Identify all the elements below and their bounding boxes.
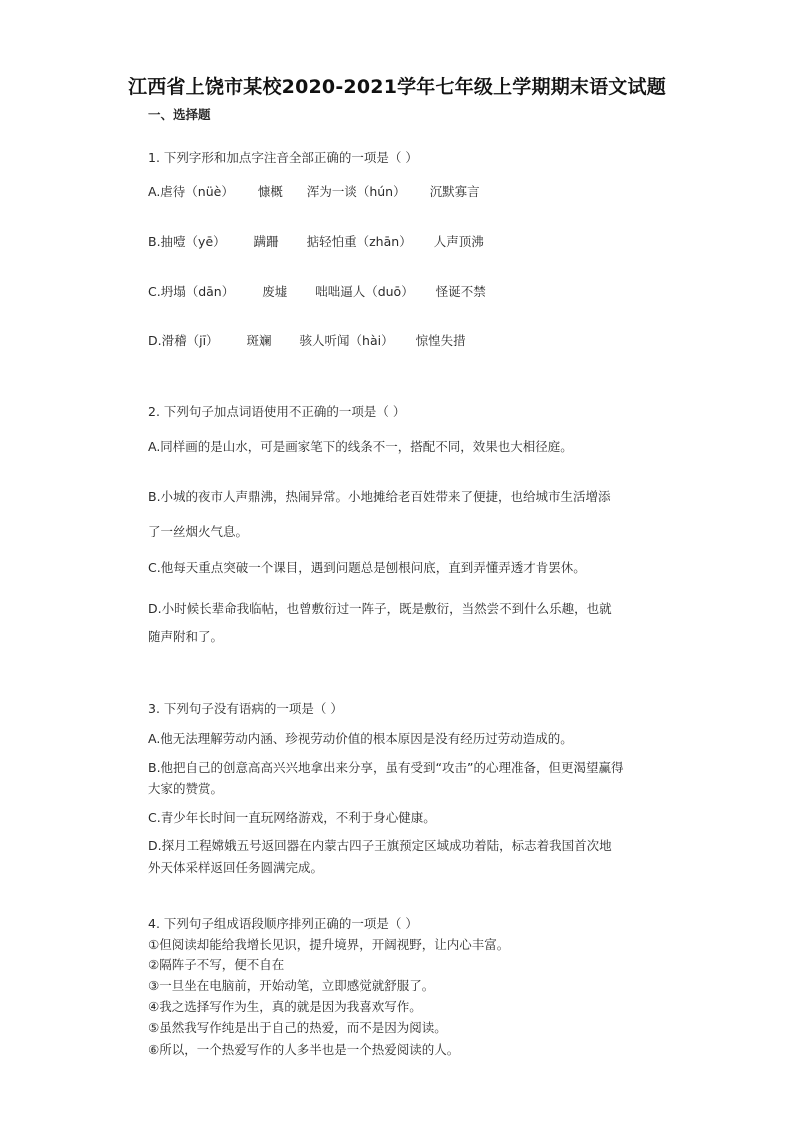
question-2-option-d-line-1: D.小时候长辈命我临帖，也曾敷衍过一阵子，既是敷衍，当然尝不到什么乐趣，也就 <box>148 601 612 616</box>
section-heading: 一、选择题 <box>148 107 211 122</box>
question-2-option-a: A.同样画的是山水，可是画家笔下的线条不一，搭配不同，效果也大相径庭。 <box>148 439 573 454</box>
option-d-part-2: 斑斓 <box>246 333 272 348</box>
question-2-option-d-line-2: 随声附和了。 <box>148 629 224 644</box>
option-a-part-3: 浑为一谈（hún） <box>306 184 406 199</box>
question-1-option-a <box>148 182 480 200</box>
question-3-option-a: A.他无法理解劳动内涵、珍视劳动价值的根本原因是没有经历过劳动造成的。 <box>148 731 573 746</box>
option-c-part-2: 废墟 <box>262 284 288 299</box>
option-a-part-2: 慷概 <box>257 184 283 199</box>
question-1-option-b <box>148 232 484 250</box>
option-c-part-4: 怪诞不禁 <box>435 284 486 299</box>
question-2-stem: 2. 下列句子加点词语使用不正确的一项是（ ） <box>148 404 406 419</box>
question-4-item: ⑥所以，一个热爱写作的人多半也是一个热爱阅读的人。 <box>148 1042 460 1057</box>
option-d-part-1: D.滑稽（jī） <box>148 333 219 348</box>
option-c-part-1: C.坍塌（dān） <box>148 284 235 299</box>
question-4-item: ⑤虽然我写作纯是出于自己的热爱，而不是因为阅读。 <box>148 1020 447 1035</box>
question-4-item: ①但阅读却能给我增长见识，提升境界，开阔视野，让内心丰富。 <box>148 937 510 952</box>
option-b-part-4: 人声顶沸 <box>433 234 484 249</box>
question-3-option-b-line-2: 大家的赞赏。 <box>148 781 224 796</box>
question-2-option-b-line-2: 了一丝烟火气息。 <box>148 524 249 539</box>
question-1-stem: 1. 下列字形和加点字注音全部正确的一项是（ ） <box>148 150 418 165</box>
option-b-part-2: 蹒跚 <box>253 234 279 249</box>
exam-title: 江西省上饶市某校2020-2021学年七年级上学期期末语文试题 <box>128 76 666 98</box>
question-3-option-c: C.青少年长时间一直玩网络游戏，不利于身心健康。 <box>148 810 436 825</box>
question-2-option-b-line-1: B.小城的夜市人声鼎沸，热闹异常。小地摊给老百姓带来了便捷，也给城市生活增添 <box>148 489 611 504</box>
question-4-stem: 4. 下列句子组成语段顺序排列正确的一项是（ ） <box>148 916 418 931</box>
option-a-part-4: 沉默寡言 <box>429 184 480 199</box>
option-c-part-3: 咄咄逼人（duō） <box>315 284 414 299</box>
question-1-option-c <box>148 282 486 300</box>
option-b-part-1: B.抽噎（yē） <box>148 234 226 249</box>
question-4-item: ②隔阵子不写，便不自在 <box>148 957 285 972</box>
question-4-item: ③一旦坐在电脑前，开始动笔，立即感觉就舒服了。 <box>148 978 435 993</box>
option-b-part-3: 掂轻怕重（zhān） <box>306 234 412 249</box>
question-1-option-d <box>148 331 466 349</box>
option-a-part-1: A.虐待（nüè） <box>148 184 234 199</box>
question-3-option-d-line-2: 外天体采样返回任务圆满完成。 <box>148 860 324 875</box>
option-d-part-3: 骇人听闻（hài） <box>299 333 394 348</box>
question-3-option-b-line-1: B.他把自己的创意高高兴兴地拿出来分享，虽有受到“攻击”的心理准备，但更渴望赢得 <box>148 760 624 775</box>
question-4-item: ④我之选择写作为生，真的就是因为我喜欢写作。 <box>148 999 422 1014</box>
question-2-option-c: C.他每天重点突破一个课目，遇到问题总是刨根问底，直到弄懂弄透才肯罢休。 <box>148 560 586 575</box>
question-3-option-d-line-1: D.探月工程嫦娥五号返回器在内蒙古四子王旗预定区域成功着陆，标志着我国首次地 <box>148 838 612 853</box>
option-d-part-4: 惊惶失措 <box>415 333 466 348</box>
question-3-stem: 3. 下列句子没有语病的一项是（ ） <box>148 701 343 716</box>
